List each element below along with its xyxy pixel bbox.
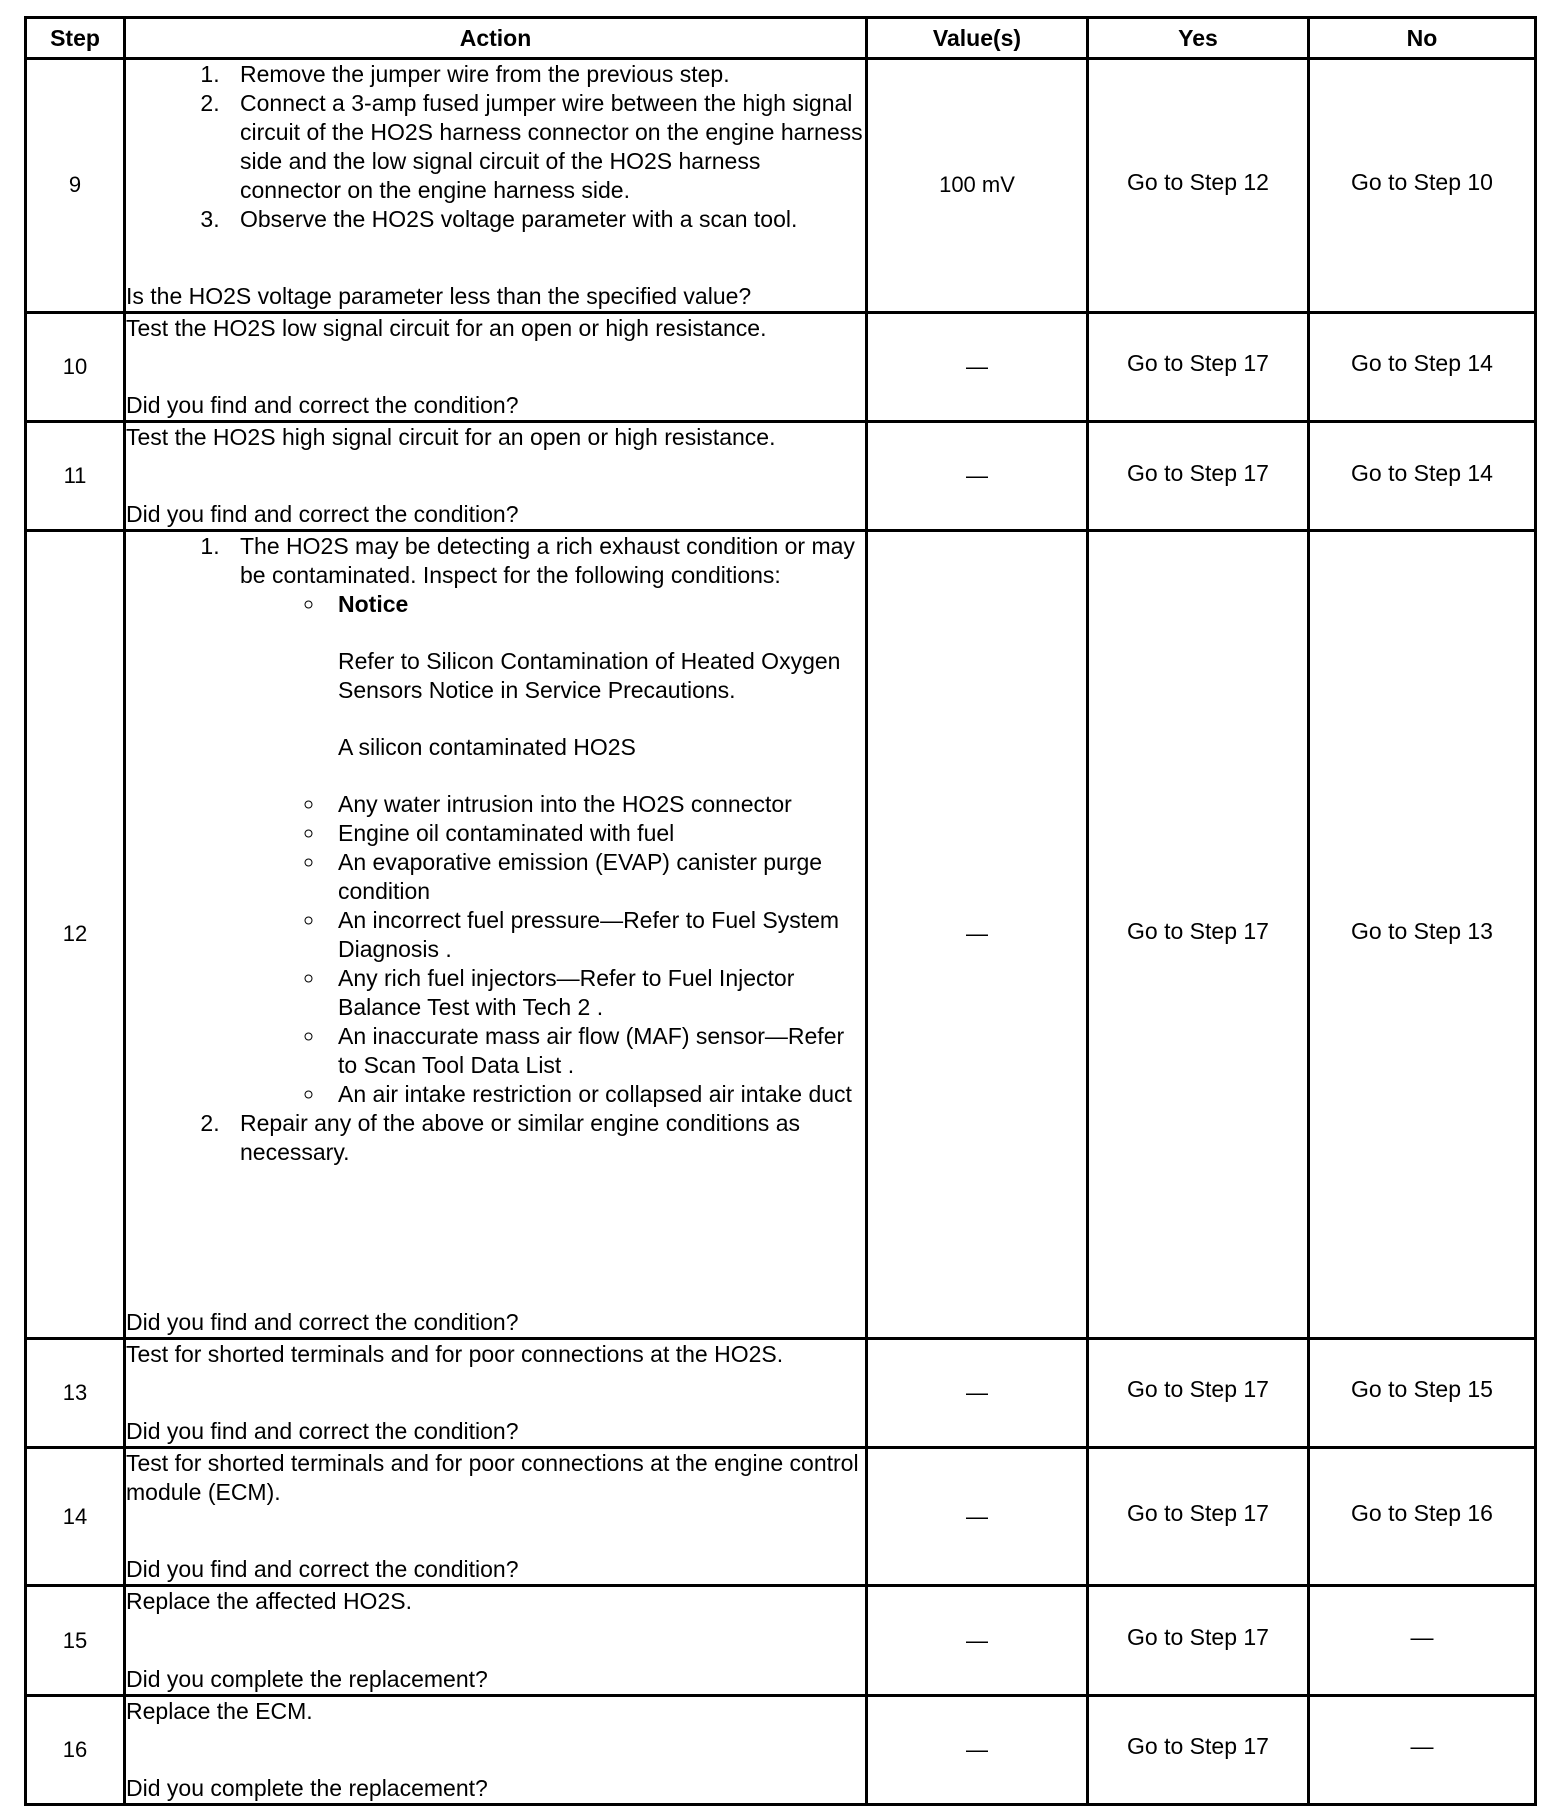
- table-row: [26, 1338, 1536, 1447]
- yes-link: Go to Step 17: [1127, 917, 1269, 944]
- action-question: Is the HO2S voltage parameter less than the specified value?: [126, 282, 752, 309]
- yes-link: Go to Step 17: [1127, 1624, 1269, 1650]
- action-step-item: 1. Remove the jumper wire from the previous step.: [226, 60, 865, 89]
- yes-cell: [1088, 531, 1309, 1338]
- action-cell: [125, 1586, 867, 1695]
- step-number: 15: [26, 1586, 125, 1695]
- no-cell: [1309, 59, 1536, 313]
- action-text: Test the HO2S low signal circuit for an open or high resistance.: [126, 314, 767, 341]
- condition-item: ◦ An air intake restriction or collapsed air intake duct: [326, 1080, 865, 1109]
- value-cell: —: [867, 1338, 1088, 1447]
- action-cell: [125, 1695, 867, 1804]
- action-cell: [125, 531, 867, 1338]
- action-question: Did you complete the replacement?: [126, 1775, 488, 1801]
- no-link: —: [1410, 1733, 1434, 1760]
- no-cell: [1309, 1338, 1536, 1447]
- yes-link: Go to Step 17: [1127, 1376, 1269, 1403]
- action-text: Test for shorted terminals and for poor connections at the HO2S.: [126, 1340, 784, 1367]
- header-no: No: [1309, 18, 1536, 59]
- header-action: Action: [125, 18, 867, 59]
- table-row: [26, 1447, 1536, 1585]
- step-number: 10: [26, 312, 125, 421]
- header-values: Value(s): [867, 18, 1088, 59]
- no-link: Go to Step 14: [1351, 350, 1493, 377]
- no-cell: [1309, 312, 1536, 421]
- no-link: Go to Step 10: [1351, 168, 1493, 195]
- table-row: [26, 1586, 1536, 1695]
- yes-cell: [1088, 1447, 1309, 1585]
- yes-cell: [1088, 1586, 1309, 1695]
- action-step-item: 2. Repair any of the above or similar engine conditions as necessary.: [226, 1109, 865, 1167]
- yes-link: Go to Step 12: [1127, 168, 1269, 195]
- notice-item: [326, 590, 865, 790]
- action-step-item: 3. Observe the HO2S voltage parameter with a scan tool.: [226, 205, 865, 234]
- value-cell: —: [867, 312, 1088, 421]
- step-number: 13: [26, 1338, 125, 1447]
- step-number: 11: [26, 422, 125, 531]
- action-steps: [126, 532, 865, 1167]
- value-cell: —: [867, 422, 1088, 531]
- yes-link: Go to Step 17: [1127, 1733, 1269, 1760]
- action-cell: [125, 312, 867, 421]
- yes-cell: [1088, 1695, 1309, 1804]
- yes-link: Go to Step 17: [1127, 350, 1269, 377]
- table-row: [26, 1695, 1536, 1804]
- yes-cell: [1088, 1338, 1309, 1447]
- no-cell: [1309, 531, 1536, 1338]
- action-question: Did you find and correct the condition?: [126, 1417, 519, 1444]
- no-link: Go to Step 15: [1351, 1376, 1493, 1403]
- action-cell: [125, 1338, 867, 1447]
- action-cell: [125, 1447, 867, 1585]
- no-link: Go to Step 16: [1351, 1500, 1493, 1527]
- value-cell: —: [867, 1695, 1088, 1804]
- condition-item: ◦ Any rich fuel injectors—Refer to Fuel Injector Balance Test with Tech 2 .: [326, 964, 865, 1022]
- action-text: Test for shorted terminals and for poor connections at the engine control module (ECM).: [126, 1449, 859, 1505]
- action-cell: [125, 422, 867, 531]
- table-row: [26, 312, 1536, 421]
- yes-link: Go to Step 17: [1127, 1500, 1269, 1527]
- action-question: Did you find and correct the condition?: [126, 1556, 519, 1583]
- no-cell: [1309, 422, 1536, 531]
- header-step: Step: [26, 18, 125, 59]
- table-row: [26, 59, 1536, 313]
- no-cell: [1309, 1586, 1536, 1695]
- notice-text: Refer to Silicon Contamination of Heated Oxygen Sensors Notice in Service Precautions.: [338, 648, 841, 704]
- condition-item: ◦ Any water intrusion into the HO2S connector: [326, 790, 865, 819]
- value-cell: —: [867, 531, 1088, 1338]
- action-question: Did you find and correct the condition?: [126, 501, 519, 528]
- action-text: Test the HO2S high signal circuit for an open or high resistance.: [126, 424, 776, 451]
- no-link: Go to Step 14: [1351, 459, 1493, 486]
- yes-cell: [1088, 59, 1309, 313]
- value-cell: —: [867, 1447, 1088, 1585]
- no-cell: [1309, 1695, 1536, 1804]
- action-question: Did you find and correct the condition?: [126, 392, 519, 419]
- yes-cell: [1088, 312, 1309, 421]
- yes-link: Go to Step 17: [1127, 459, 1269, 486]
- table-row: [26, 422, 1536, 531]
- no-link: —: [1410, 1624, 1434, 1650]
- notice-title: ◦ Notice: [338, 591, 409, 618]
- header-row: [26, 18, 1536, 59]
- action-question: Did you find and correct the condition?: [126, 1308, 519, 1335]
- action-cell: [125, 59, 867, 313]
- condition-list: [240, 590, 865, 1109]
- action-step-item: [226, 532, 865, 1109]
- condition-item: ◦ An incorrect fuel pressure—Refer to Fuel System Diagnosis .: [326, 906, 865, 964]
- notice-subtext: A silicon contaminated HO2S: [338, 734, 636, 761]
- condition-item: ◦ An evaporative emission (EVAP) canister purge condition: [326, 848, 865, 906]
- table-row: [26, 531, 1536, 1338]
- value-cell: 100 mV: [867, 59, 1088, 313]
- step-number: 14: [26, 1447, 125, 1585]
- condition-item: ◦ An inaccurate mass air flow (MAF) sensor—Refer to Scan Tool Data List .: [326, 1022, 865, 1080]
- action-step-item: 2. Connect a 3-amp fused jumper wire between the high signal circuit of the HO2S harness connector on the engine harness side and the low signal circuit of the HO2S harness connector on the engine harness side.: [226, 89, 865, 205]
- no-link: Go to Step 13: [1351, 917, 1493, 944]
- no-cell: [1309, 1447, 1536, 1585]
- action-step-text: The HO2S may be detecting a rich exhaust condition or may be contaminated. Inspect for the following conditions:: [240, 533, 855, 589]
- step-number: 12: [26, 531, 125, 1338]
- action-question: Did you complete the replacement?: [126, 1665, 488, 1692]
- value-cell: —: [867, 1586, 1088, 1695]
- step-number: 16: [26, 1695, 125, 1804]
- action-steps: [126, 60, 865, 234]
- step-number: 9: [26, 59, 125, 313]
- yes-cell: [1088, 422, 1309, 531]
- header-yes: Yes: [1088, 18, 1309, 59]
- action-text: Replace the ECM.: [126, 1697, 313, 1724]
- action-text: Replace the affected HO2S.: [126, 1588, 412, 1615]
- condition-item: ◦ Engine oil contaminated with fuel: [326, 819, 865, 848]
- diagnostic-table: [24, 16, 1537, 1806]
